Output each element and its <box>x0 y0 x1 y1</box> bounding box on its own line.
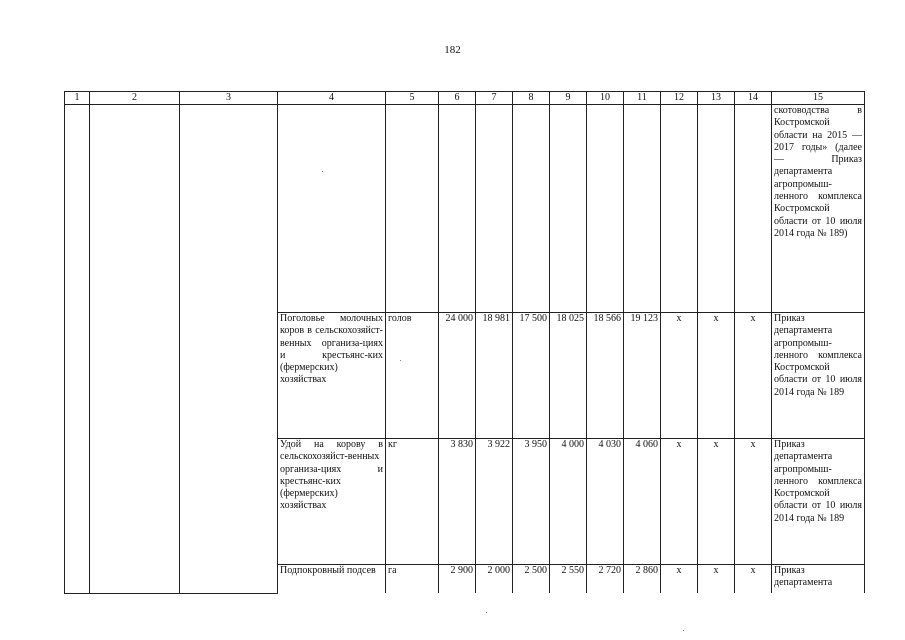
x-cell: x <box>735 439 772 565</box>
indicator-cell: Удой на корову в сельскохозяйст-венных организа-циях и крестьянс-ких (фермерских) хозяйствах <box>278 439 386 565</box>
value-cell: 2 860 <box>624 565 661 594</box>
col2-cell <box>90 105 180 594</box>
x-cell: x <box>735 565 772 594</box>
value-cell <box>439 105 476 313</box>
value-cell: 2 500 <box>513 565 550 594</box>
value-cell: 3 922 <box>476 439 513 565</box>
indicator-cell: Подпокровный подсев <box>278 565 386 594</box>
column-header: 10 <box>587 92 624 105</box>
column-header: 13 <box>698 92 735 105</box>
value-cell <box>550 105 587 313</box>
indicator-cell <box>278 105 386 313</box>
column-header: 6 <box>439 92 476 105</box>
source-cell: Приказ департамента агропромыш-ленного комплекса Костромской области от 10 июля 2014 года № 189 <box>772 439 865 565</box>
x-cell <box>735 105 772 313</box>
value-cell: 18 566 <box>587 313 624 439</box>
x-cell <box>661 105 698 313</box>
value-cell: 18 981 <box>476 313 513 439</box>
x-cell: x <box>661 439 698 565</box>
column-header: 2 <box>90 92 180 105</box>
value-cell: 2 720 <box>587 565 624 594</box>
source-cell: Приказ департамента <box>772 565 865 594</box>
value-cell: 2 900 <box>439 565 476 594</box>
value-cell: 24 000 <box>439 313 476 439</box>
x-cell: x <box>735 313 772 439</box>
unit-cell: кг <box>386 439 439 565</box>
col3-cell <box>180 105 278 594</box>
column-header: 4 <box>278 92 386 105</box>
header-row <box>65 92 865 105</box>
column-header: 1 <box>65 92 90 105</box>
scan-speck <box>486 612 487 613</box>
page-number: 182 <box>444 44 461 56</box>
table-row <box>65 105 865 313</box>
column-header: 15 <box>772 92 865 105</box>
column-header: 11 <box>624 92 661 105</box>
scan-speck <box>400 360 401 361</box>
value-cell <box>624 105 661 313</box>
value-cell: 4 000 <box>550 439 587 565</box>
indicator-cell: Поголовье молочных коров в сельскохозяйст-венных организа-циях и крестьянс-ких (фермерских) хозяйствах <box>278 313 386 439</box>
value-cell: 17 500 <box>513 313 550 439</box>
value-cell: 2 000 <box>476 565 513 594</box>
data-table <box>64 91 865 594</box>
column-header: 5 <box>386 92 439 105</box>
unit-cell <box>386 105 439 313</box>
unit-cell: га <box>386 565 439 594</box>
scan-speck <box>322 171 323 172</box>
x-cell: x <box>661 313 698 439</box>
scan-speck <box>683 630 684 631</box>
column-header: 3 <box>180 92 278 105</box>
value-cell: 4 060 <box>624 439 661 565</box>
x-cell: x <box>698 439 735 565</box>
source-cell: Приказ департамента агропромыш-ленного комплекса Костромской области от 10 июля 2014 года № 189 <box>772 313 865 439</box>
unit-cell: голов <box>386 313 439 439</box>
value-cell <box>513 105 550 313</box>
x-cell <box>698 105 735 313</box>
value-cell: 3 830 <box>439 439 476 565</box>
value-cell: 19 123 <box>624 313 661 439</box>
value-cell <box>587 105 624 313</box>
value-cell: 2 550 <box>550 565 587 594</box>
value-cell <box>476 105 513 313</box>
column-header: 9 <box>550 92 587 105</box>
x-cell: x <box>661 565 698 594</box>
x-cell: x <box>698 313 735 439</box>
column-header: 14 <box>735 92 772 105</box>
column-header: 7 <box>476 92 513 105</box>
x-cell: x <box>698 565 735 594</box>
value-cell: 4 030 <box>587 439 624 565</box>
value-cell: 3 950 <box>513 439 550 565</box>
column-header: 12 <box>661 92 698 105</box>
value-cell: 18 025 <box>550 313 587 439</box>
column-header: 8 <box>513 92 550 105</box>
source-cell: скотоводства в Костромской области на 2015 — 2017 годы» (далее — Приказ департамента агропромыш-ленного комплекса Костромской области от 10 июля 2014 года № 189) <box>772 105 865 313</box>
col1-cell <box>65 105 90 594</box>
